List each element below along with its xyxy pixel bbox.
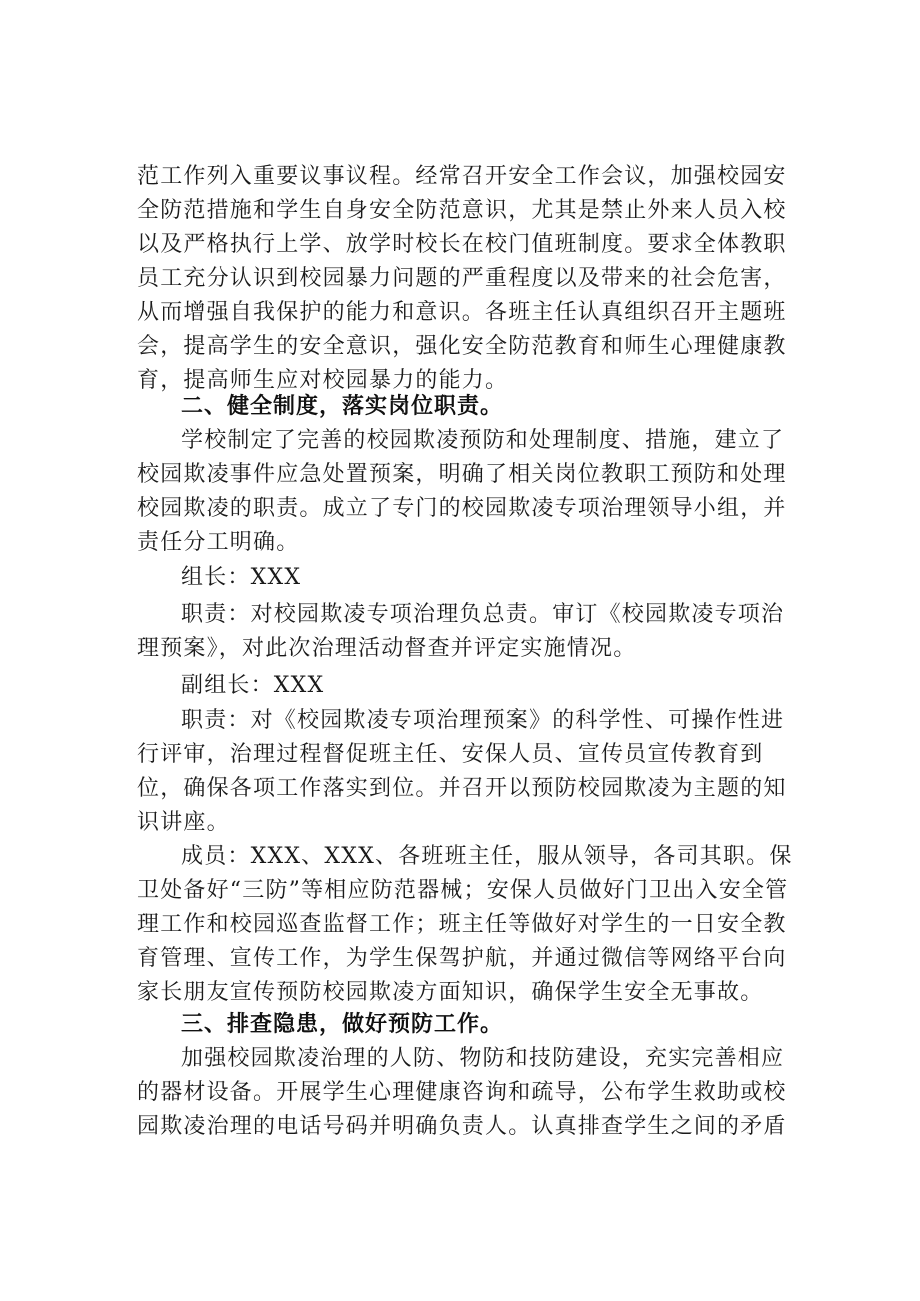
deputy-duty: 职责：对《校园欺凌专项治理预案》的科学性、可操作性进行评审，治理过程督促班主任、安保人员、宣传员宣传教育到位，确保各项工作落实到位。并召开以预防校园欺凌为主题的知识讲座。 bbox=[137, 708, 787, 835]
paragraph-prevention: 加强校园欺凌治理的人防、物防和技防建设，充实完善相应的器材设备。开展学生心理健康咨询和疏导，公布学生救助或校园欺凌治理的电话号码并明确负责人。认真排查学生之间的矛盾 bbox=[137, 1046, 787, 1139]
leader-duty: 职责：对校园欺凌专项治理负总责。审订《校园欺凌专项治理预案》，对此次治理活动督查并评定实施情况。 bbox=[137, 602, 785, 661]
members-paragraph: 成员：XXX、XXX、各班班主任，服从领导，各司其职。保卫处备好“三防”等相应防范器械；安保人员做好门卫出入安全管理工作和校园巡查监督工作；班主任等做好对学生的一日安全教育管理、宣传工作，为学生保驾护航，并通过微信等网络平台向家长朋友宣传预防校园欺凌方面知识，确保学生安全无事故。 bbox=[137, 844, 793, 1005]
deputy-line: 副组长：XXX bbox=[181, 673, 325, 698]
section-heading-2: 二、健全制度，落实岗位职责。 bbox=[181, 394, 504, 419]
paragraph-system: 学校制定了完善的校园欺凌预防和处理制度、措施，建立了校园欺凌事件应急处置预案，明确了相关岗位教职工预防和处理校园欺凌的职责。成立了专门的校园欺凌专项治理领导小组，并责任分工明确。 bbox=[137, 428, 787, 555]
leader-line: 组长：XXX bbox=[181, 565, 302, 590]
paragraph-continuation: 范工作列入重要议事议程。经常召开安全工作会议，加强校园安全防范措施和学生自身安全防范意识，尤其是禁止外来人员入校以及严格执行上学、放学时校长在校门值班制度。要求全体教职员工充分认识到校园暴力问题的严重程度以及带来的社会危害，从而增强自我保护的能力和意识。各班主任认真组织召开主题班会，提高学生的安全意识，强化安全防范教育和师生心理健康教育，提高师生应对校园暴力的能力。 bbox=[137, 164, 787, 393]
section-heading-3: 三、排查隐患，做好预防工作。 bbox=[181, 1012, 504, 1037]
